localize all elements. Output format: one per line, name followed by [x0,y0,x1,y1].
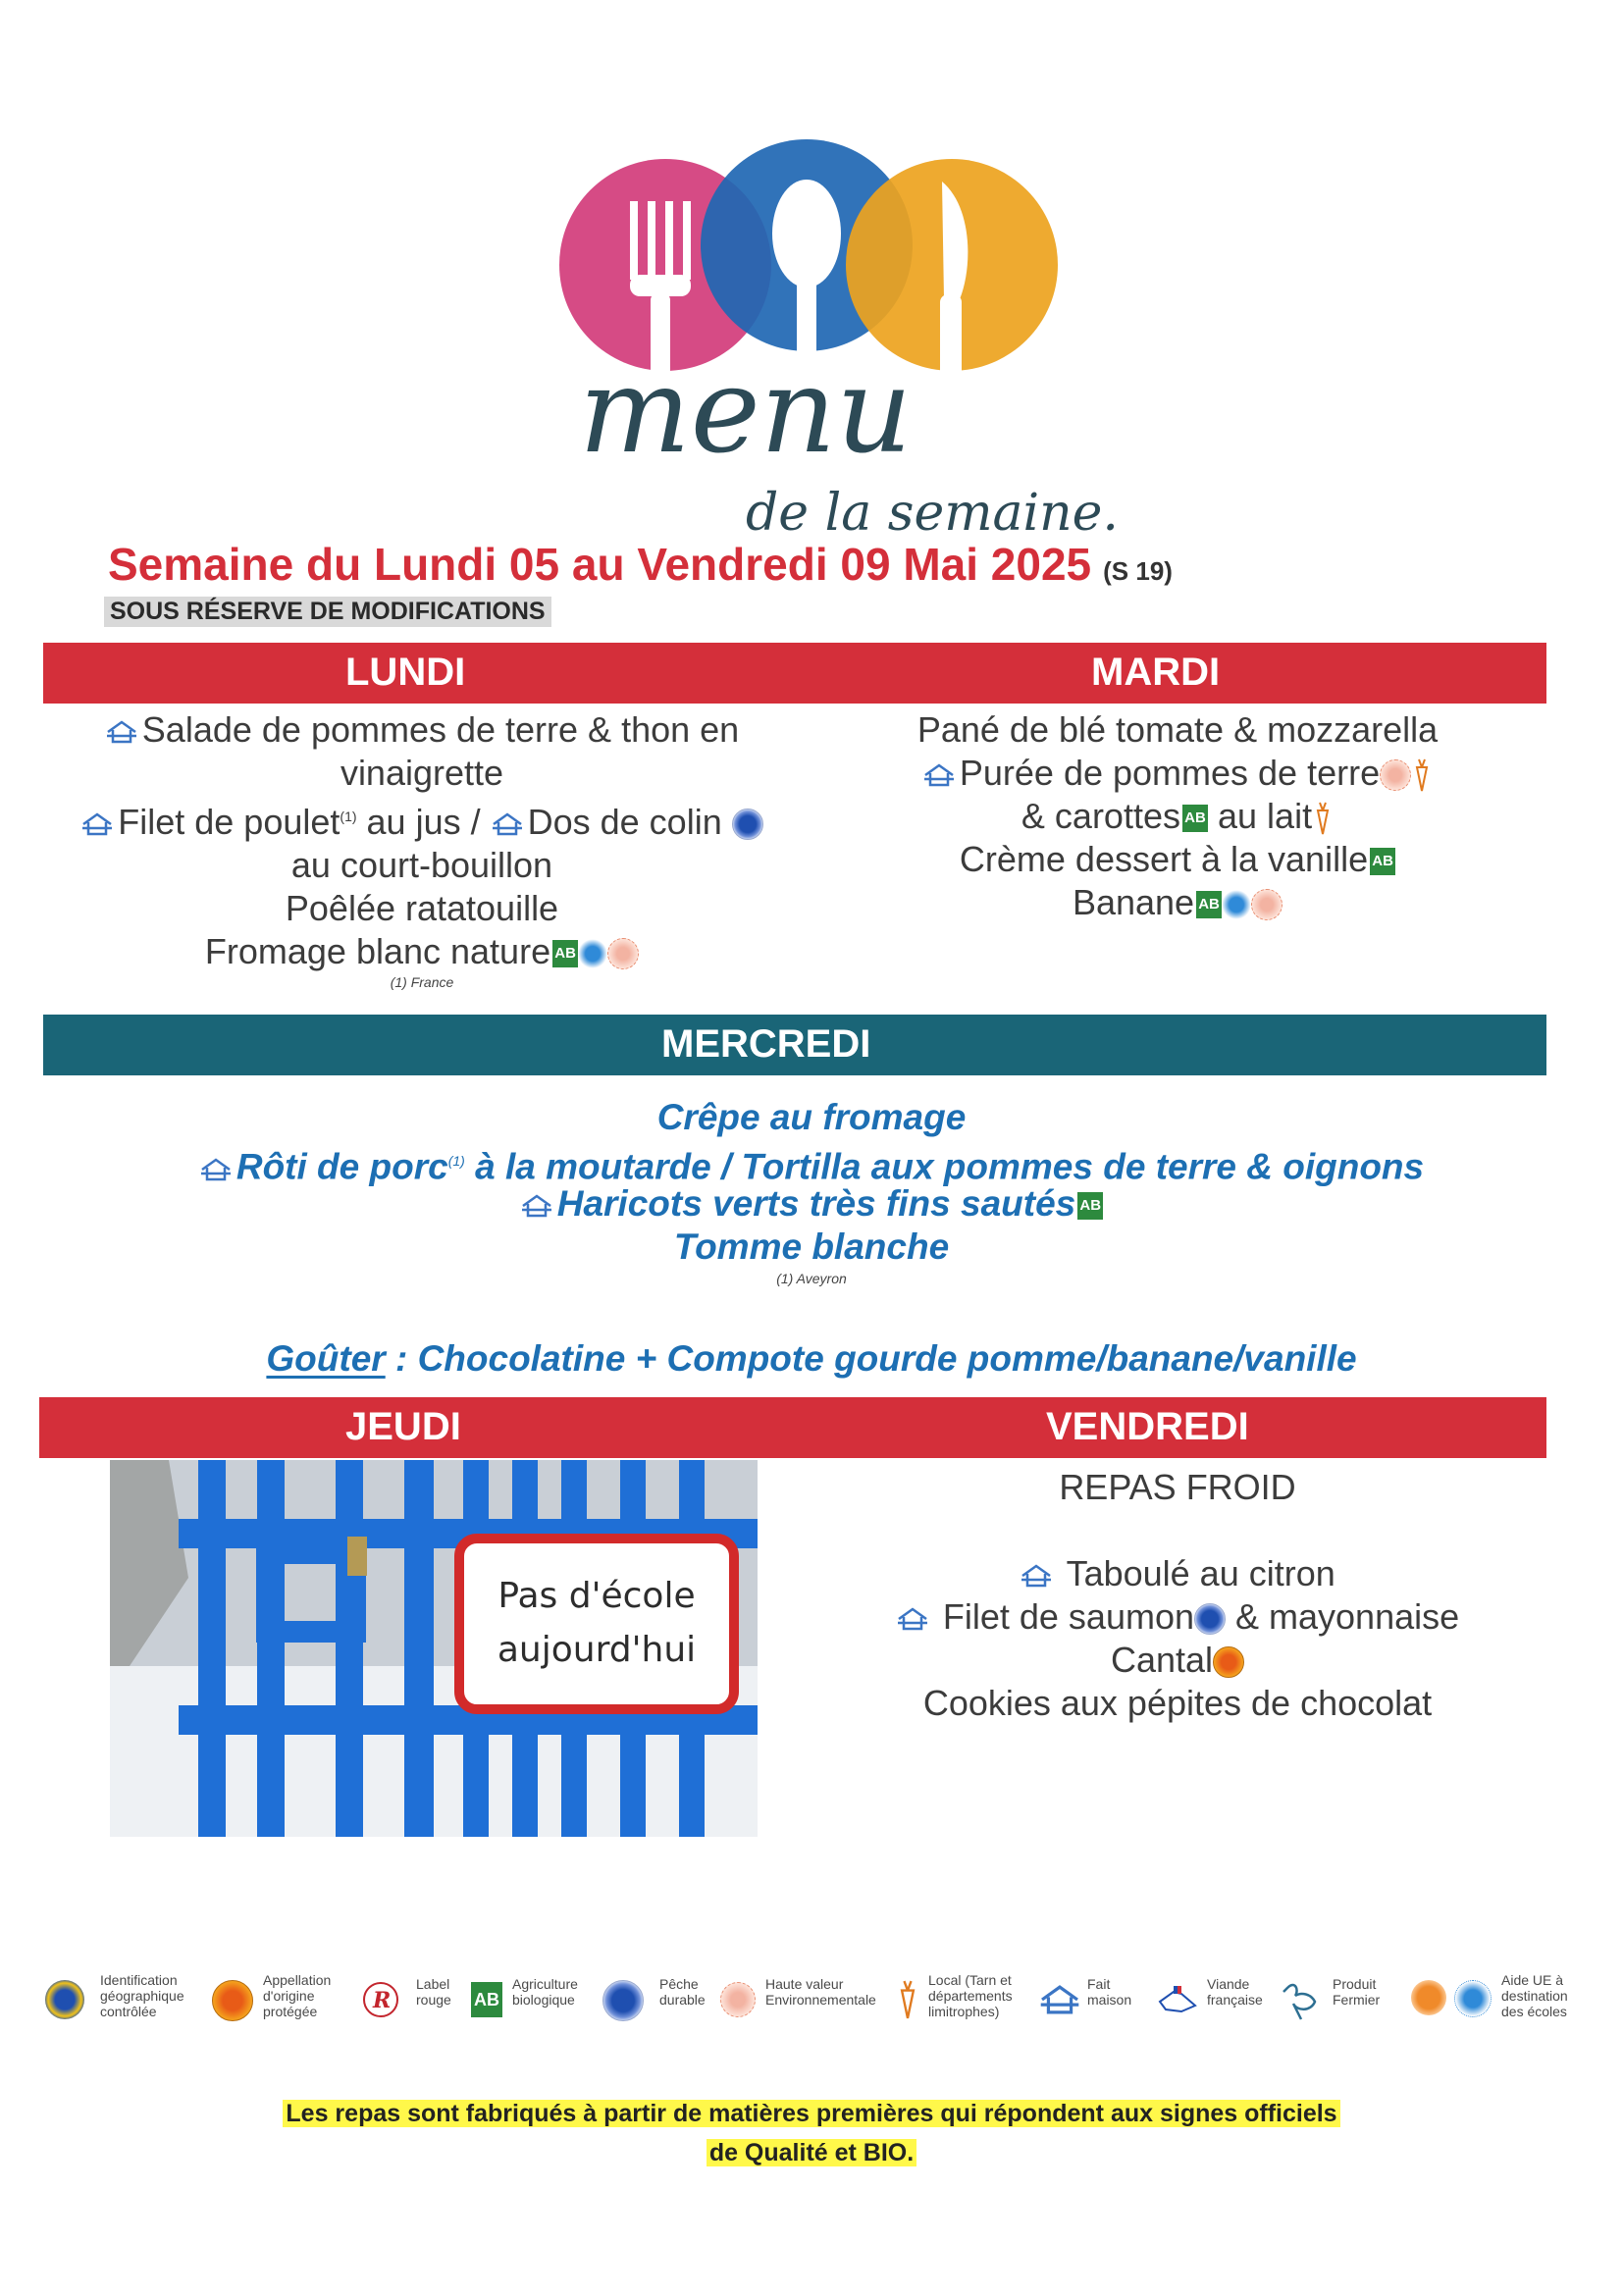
lundi-menu [39,708,805,991]
reserve-notice: SOUS RÉSERVE DE MODIFICATIONS [104,597,551,627]
legend-aop-text: Appellation d'origine protégée [263,1972,332,2019]
ab-icon: AB [552,940,578,967]
mercredi-bar [43,1015,1546,1075]
menu-logo [550,128,1138,549]
lundi-note: (1) France [390,974,454,990]
local-icon [1411,757,1433,793]
gouter-label: Goûter [266,1338,386,1379]
legend-igp [45,1972,192,2041]
fait-maison-icon [1038,1982,1081,2017]
aide-ue-icon [1454,1980,1492,2017]
week-title [108,538,1173,591]
ab-icon: AB [1370,848,1395,875]
hve-icon [720,1982,756,2017]
mercredi-line-4: Tomme blanche [673,1226,950,1267]
footer-line-2: de Qualité et BIO. [707,2139,916,2166]
legend-hve-text: Haute valeur Environnementale [765,1976,876,2008]
lundi-line-5: Poêlée ratatouille [285,888,559,928]
peche-durable-icon [732,809,763,840]
jeudi-vendredi-bar [39,1397,1546,1458]
legend-local-text: Local (Tarn et départements limitrophes) [928,1972,1013,2019]
vendredi-heading: VENDREDI [1046,1405,1249,1448]
lundi-line-4: au court-bouillon [290,845,553,885]
mardi-line-5: Banane AB [805,881,1550,924]
lundi-line-1: Salade de pommes de terre & thon en [39,708,805,752]
sign-line-2: aujourd'hui [497,1630,697,1670]
legend-fait-maison-text: Fait maison [1087,1976,1132,2008]
peche-durable-icon [602,1980,644,2021]
local-icon [1312,801,1334,836]
vendredi-menu [814,1466,1541,1725]
legend-aide-ue-text: Aide UE à destination des écoles [1501,1972,1568,2019]
logo-menu-text: menu [579,343,913,480]
mardi-line-4: Crème dessert à la vanille AB [805,838,1550,881]
legend-fermier-text: Produit Fermier [1333,1976,1381,2008]
hve-icon [607,938,639,969]
ab-icon: AB [471,1982,502,2017]
legend-aop [212,1972,359,2041]
mardi-heading: MARDI [1091,651,1221,694]
legend-label-rouge-text: Label rouge [416,1976,451,2008]
logo-subtitle-text: de la semaine. [746,484,1119,543]
mercredi-line-1: Crêpe au fromage [656,1097,967,1137]
ab-icon: AB [1077,1192,1103,1220]
lundi-heading: LUNDI [345,651,466,694]
quality-footer [0,2094,1623,2172]
lundi-line-6: Fromage blanc nature AB [39,930,805,973]
mardi-line-3: & carottes AB au lait [805,795,1550,838]
fait-maison-icon [1020,1562,1053,1590]
aop-icon [1213,1646,1244,1678]
legend-viande [1156,1972,1274,2041]
igp-icon [45,1980,84,2019]
fait-maison-icon [80,810,114,838]
vendredi-subtitle: REPAS FROID [1059,1467,1296,1507]
legend-aide-ue [1411,1972,1607,2041]
fruit-icon [1411,1980,1446,2015]
mercredi-line-2: Rôti de porc$^{(1)}$ à la moutarde / Tortilla aux pommes de terre & oignons [0,1139,1623,1188]
lundi-line-3: Filet de poulet$^{(1)}$ au jus / Dos de colin [39,795,805,844]
mercredi-note: (1) Aveyron [776,1271,847,1286]
legend-viande-text: Viande française [1207,1976,1263,2008]
vendredi-line-2: Filet de saumon & mayonnaise [814,1595,1541,1639]
mardi-menu [805,708,1550,924]
aide-ue-icon [578,939,607,968]
school-closed-image [110,1460,758,1837]
peche-durable-icon [1194,1603,1226,1635]
lundi-mardi-bar [43,643,1546,704]
aop-icon [212,1980,253,2021]
week-title-text: Semaine du Lundi 05 au Vendredi 09 Mai 2025 [108,539,1092,590]
ab-icon: AB [1182,805,1208,832]
legend-peche-text: Pêche durable [659,1976,706,2008]
mardi-line-2: Purée de pommes de terre [805,752,1550,795]
vendredi-line-1: Taboulé au citron [814,1552,1541,1595]
gouter-line [0,1338,1623,1380]
week-number: (S 19) [1103,556,1173,586]
legend-ab-text: Agriculture biologique [512,1976,578,2008]
legend-fait-maison [1038,1972,1146,2041]
legend-local [895,1972,1032,2041]
legend-fermier [1282,1972,1399,2041]
produit-fermier-icon [1282,1978,1323,2021]
fait-maison-icon [105,718,138,746]
legend-label-rouge [361,1972,469,2041]
fait-maison-icon [896,1605,929,1633]
footer-line-1: Les repas sont fabriqués à partir de matières premières qui répondent aux signes officiels [283,2100,1339,2127]
fait-maison-icon [520,1192,553,1220]
legend-igp-text: Identification géographique contrôlée [100,1972,184,2019]
fait-maison-icon [922,761,956,789]
sign-line-1: Pas d'école [497,1576,696,1616]
jeudi-heading: JEUDI [345,1405,461,1448]
legend-hve [720,1972,887,2041]
local-icon [895,1974,920,2025]
aide-ue-icon [1222,890,1251,919]
legend-ab [469,1972,597,2041]
vendredi-line-4: Cookies aux pépites de chocolat [922,1683,1433,1723]
ab-icon: AB [1196,891,1222,918]
hve-icon [1380,759,1411,791]
label-rouge-icon [361,1980,400,2019]
mercredi-line-3: Haricots verts très fins sautés AB [0,1182,1623,1226]
viande-francaise-icon [1156,1982,1199,2017]
lundi-line-2: vinaigrette [340,753,504,793]
fait-maison-icon [491,810,524,838]
fait-maison-icon [199,1156,233,1183]
mercredi-heading: MERCREDI [661,1022,871,1066]
svg-text:R: R [373,1988,392,2013]
legend-peche [602,1972,710,2041]
vendredi-line-3: Cantal [814,1639,1541,1682]
gouter-text: : Chocolatine + Compote gourde pomme/banane/vanille [385,1338,1357,1379]
mardi-line-1: Pané de blé tomate & mozzarella [916,709,1439,750]
hve-icon [1251,889,1283,920]
